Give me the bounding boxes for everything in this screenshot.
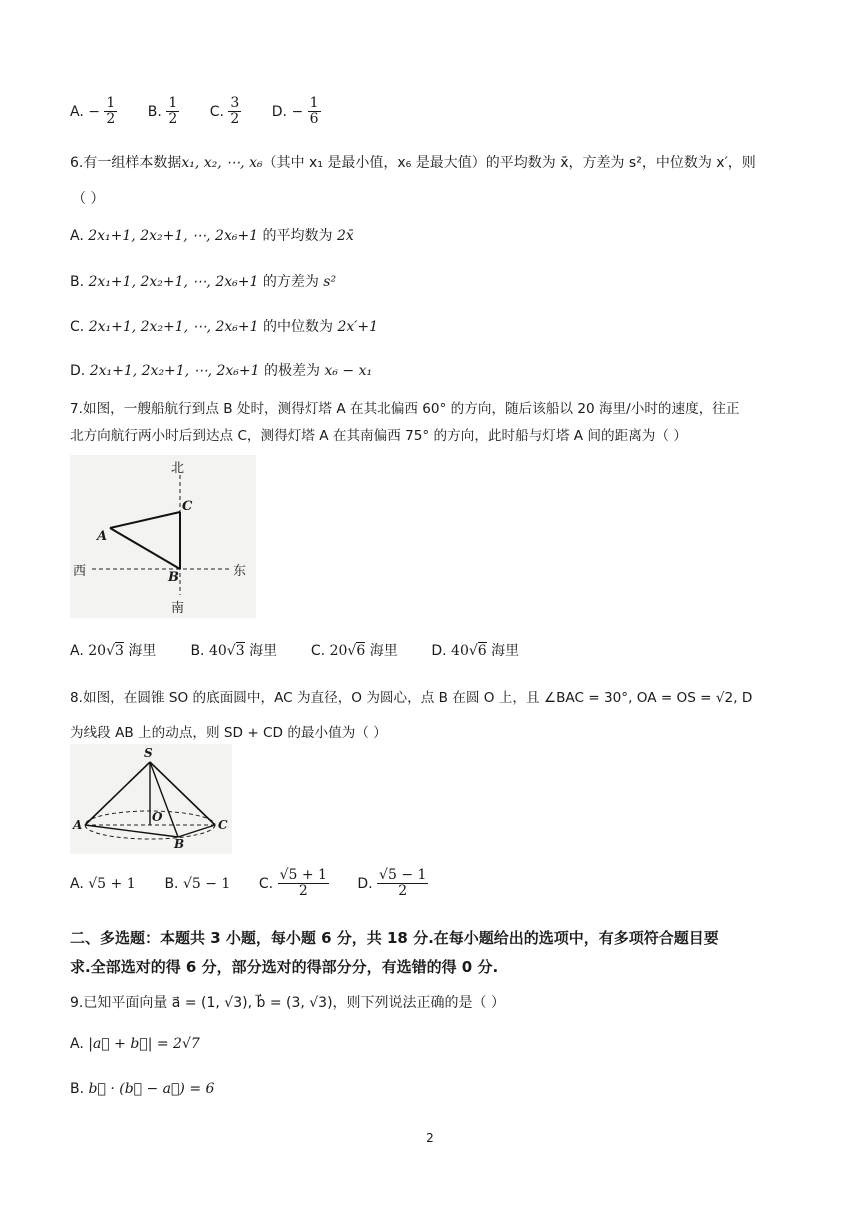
label-north: 北 [171,461,185,476]
q7-option-b: B. 40√3 海里 [190,643,278,659]
label-b: B [168,570,179,585]
section2-heading-line1: 二、多选题：本题共 3 小题，每小题 6 分，共 18 分.在每小题给出的选项中，有多项符合题目要 [70,929,719,947]
q7-option-c: C. 20√6 海里 [310,643,398,659]
q8-options [70,868,428,912]
q8-option-a: A. √5 + 1 [70,875,136,892]
q6-stem: 6.有一组样本数据x₁, x₂, ⋯, x₆（其中 x₁ 是最小值，x₆ 是最大值）的平均数为 x̄，方差为 s²，中位数为 x′，则 [70,155,756,171]
label-c: C [182,499,193,514]
q7-stem-line1: 7.如图，一艘船航行到点 B 处时，测得灯塔 A 在其北偏西 60° 的方向，随后该船以 20 海里/小时的速度，往正 [70,401,740,417]
q7-options [70,640,519,660]
chord-ab [85,825,178,837]
edge-sa [85,762,150,825]
q5-option-d: D. − $\frac{1}{6}$ [271,95,319,128]
label-a: A [73,818,83,832]
label-east: 东 [233,564,247,579]
q7-figure [70,455,256,618]
q5-option-a: A. − $\frac{1}{2}$ [70,95,116,128]
label-o: O [152,810,163,824]
q6-option-b: B. 2x₁+1, 2x₂+1, ⋯, 2x₆+1 的方差为 s² [70,274,337,290]
q8-stem-line2: 为线段 AB 上的动点，则 SD + CD 的最小值为（ ） [70,725,387,741]
q8-option-b: B. √5 − 1 [164,875,231,892]
q6-option-d: D. 2x₁+1, 2x₂+1, ⋯, 2x₆+1 的极差为 x₆ − x₁ [70,363,373,379]
q9-option-b: B. b⃗ · (b⃗ − a⃗) = 6 [70,1081,215,1097]
label-south: 南 [171,601,185,616]
label-west: 西 [73,564,87,579]
edge-sb [150,762,178,837]
q9-stem: 9.已知平面向量 a⃗ = (1, √3), b⃗ = (3, √3)，则下列说法正确的是（ ） [70,995,506,1011]
q8-option-c: C. $\frac{√5 + 1}{2}$ [258,867,327,900]
q8-figure [70,744,232,854]
q8-cone-diagram [70,744,232,854]
q5-options [70,96,321,140]
segment-ab [110,528,180,569]
q7-option-d: D. 40√6 海里 [431,643,520,659]
q6-answer-paren: （ ） [72,191,105,207]
q7-option-a: A. 20√3 海里 [70,643,157,659]
page-number: 2 [426,1131,434,1145]
q9-option-a: A. |a⃗ + b⃗| = 2√7 [70,1036,200,1052]
label-c: C [218,818,228,832]
label-a: A [97,529,108,544]
label-b: B [174,837,185,851]
q8-option-d: D. $\frac{√5 - 1}{2}$ [357,867,427,900]
segment-ac [110,512,180,528]
q6-option-c: C. 2x₁+1, 2x₂+1, ⋯, 2x₆+1 的中位数为 2x′+1 [70,319,379,335]
label-s: S [144,746,153,760]
q7-stem-line2: 北方向航行两小时后到达点 C，测得灯塔 A 在其南偏西 75° 的方向，此时船与灯塔 A 间的距离为（ ） [70,428,687,444]
q5-option-c: C. $\frac{3}{2}$ [209,95,240,128]
section2-heading-line2: 求.全部选对的得 6 分，部分选对的得部分分，有选错的得 0 分. [70,958,499,976]
q8-stem-line1: 8.如图，在圆锥 SO 的底面圆中，AC 为直径，O 为圆心，点 B 在圆 O 上，且 ∠BAC = 30°, OA = OS = √2, D [70,690,753,706]
q6-option-a: A. 2x₁+1, 2x₂+1, ⋯, 2x₆+1 的平均数为 2x̄ [70,228,354,244]
q5-option-b: B. $\frac{1}{2}$ [147,95,178,128]
